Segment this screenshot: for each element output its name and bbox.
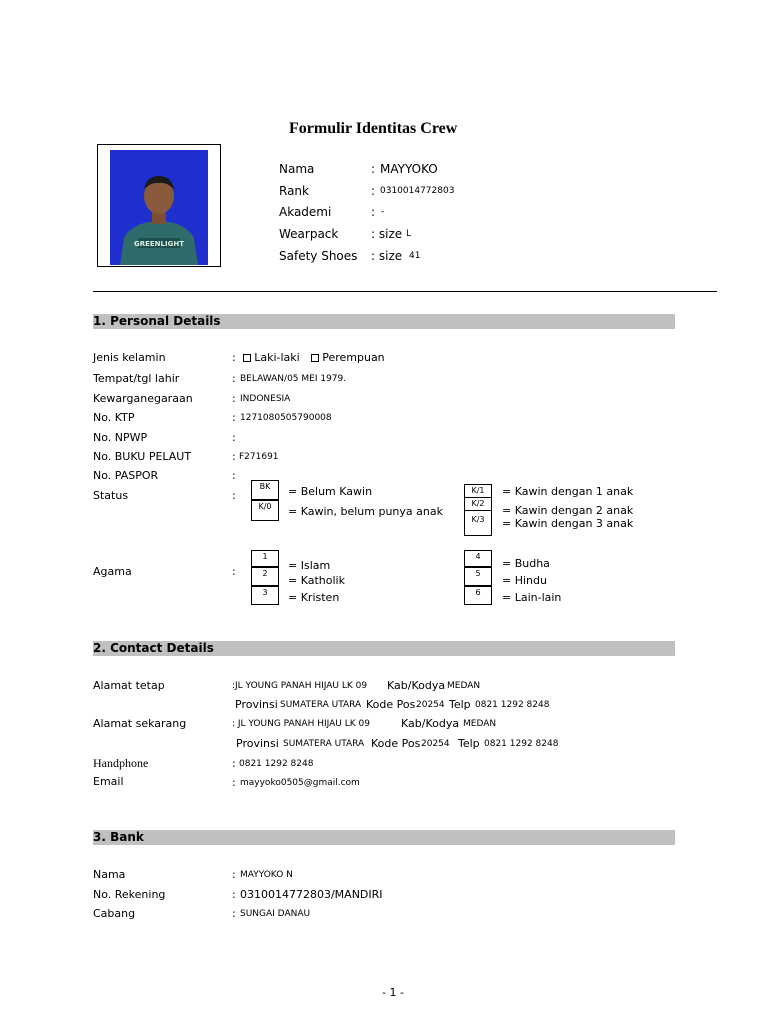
option-laki-laki: Laki-laki (254, 351, 300, 364)
shirt-print: GREENLIGHT (133, 240, 185, 248)
person-portrait (110, 150, 208, 265)
agama-desc-2: = Katholik (288, 574, 345, 587)
checkbox-perempuan[interactable] (311, 354, 319, 362)
status-code-k0: K/0 (251, 500, 279, 521)
cabang-value: SUNGAI DANAU (240, 909, 311, 919)
buku-pelaut-label: No. BUKU PELAUT (93, 450, 192, 463)
akademi-sep: : (371, 205, 376, 219)
contact-details-heading: 2. Contact Details (93, 641, 675, 656)
alamat-tetap-prov: SUMATERA UTARA (280, 700, 362, 710)
email-value: mayyoko0505@gmail.com (240, 778, 360, 788)
alamat-sekarang-prov-label: Provinsi (236, 737, 279, 750)
alamat-tetap-kab-label: Kab/Kodya (387, 679, 446, 692)
npwp-label: No. NPWP (93, 431, 148, 444)
status-desc-bk: = Belum Kawin (288, 485, 373, 498)
option-perempuan: Perempuan (322, 351, 385, 364)
alamat-tetap-pos-label: Kode Pos (366, 698, 416, 711)
bank-nama-label: Nama (93, 868, 126, 881)
bank-nama-value: MAYYOKO N (240, 870, 293, 880)
status-code-k3: K/3 (464, 510, 492, 536)
jenis-kelamin-options: : Laki-laki Perempuan (232, 351, 385, 364)
status-desc-k1: = Kawin dengan 1 anak (502, 485, 634, 498)
nama-value: MAYYOKO (380, 162, 438, 176)
agama-code-1: 1 (251, 550, 279, 567)
rank-sep: : (371, 184, 376, 198)
alamat-tetap-street: :JL YOUNG PANAH HIJAU LK 09 (232, 681, 368, 691)
ktp-label: No. KTP (93, 411, 135, 424)
status-code-k2: K/2 (464, 497, 492, 511)
status-desc-k2: = Kawin dengan 2 anak (502, 504, 634, 517)
checkbox-laki-laki[interactable] (243, 354, 251, 362)
alamat-tetap-label: Alamat tetap (93, 679, 165, 692)
alamat-sekarang-kab-label: Kab/Kodya (401, 717, 460, 730)
safety-shoes-sep: : size (371, 249, 403, 263)
nama-label: Nama (279, 162, 315, 176)
status-code-k1: K/1 (464, 484, 492, 498)
wearpack-value: L (406, 229, 412, 239)
agama-code-5: 5 (464, 567, 492, 586)
agama-desc-6: = Lain-lain (502, 591, 562, 604)
akademi-value: - (381, 207, 385, 217)
header-divider (93, 291, 717, 292)
photo-background (110, 150, 208, 265)
agama-code-3: 3 (251, 586, 279, 605)
agama-label: Agama (93, 565, 132, 578)
akademi-label: Akademi (279, 205, 332, 219)
handphone-value: 0821 1292 8248 (239, 759, 314, 769)
status-code-bk: BK (251, 480, 279, 500)
agama-code-6: 6 (464, 586, 492, 605)
alamat-sekarang-prov: SUMATERA UTARA (283, 739, 365, 749)
page-title: Formulir Identitas Crew (289, 120, 458, 137)
safety-shoes-label: Safety Shoes (279, 249, 358, 263)
status-desc-k0: = Kawin, belum punya anak (288, 505, 443, 518)
kewarganegaraan-label: Kewarganegaraan (93, 392, 193, 405)
wearpack-label: Wearpack (279, 227, 339, 241)
alamat-sekarang-pos-label: Kode Pos (371, 737, 421, 750)
alamat-tetap-kab: MEDAN (447, 681, 481, 691)
alamat-sekarang-pos: 20254 (421, 739, 450, 749)
alamat-sekarang-kab: MEDAN (463, 719, 497, 729)
personal-details-heading: 1. Personal Details (93, 314, 675, 329)
page-number: - 1 - (382, 986, 404, 999)
status-label: Status (93, 489, 129, 502)
alamat-sekarang-telp-label: Telp (458, 737, 480, 750)
wearpack-sep: : size (371, 227, 403, 241)
alamat-sekarang-street: : JL YOUNG PANAH HIJAU LK 09 (232, 719, 370, 729)
buku-pelaut-value: F271691 (239, 452, 279, 462)
email-label: Email (93, 775, 124, 788)
nama-sep: : (371, 162, 376, 176)
agama-code-2: 2 (251, 567, 279, 586)
alamat-tetap-telp: 0821 1292 8248 (475, 700, 550, 710)
cabang-label: Cabang (93, 907, 136, 920)
rekening-label: No. Rekening (93, 888, 166, 901)
tempat-label: Tempat/tgl lahir (93, 372, 180, 385)
rank-label: Rank (279, 184, 309, 198)
alamat-tetap-pos: 20254 (416, 700, 445, 710)
handphone-label: Handphone (93, 756, 149, 770)
rekening-value: 0310014772803/MANDIRI (240, 888, 383, 901)
agama-desc-4: = Budha (502, 557, 550, 570)
crew-photo (97, 144, 221, 267)
status-desc-k3: = Kawin dengan 3 anak (502, 517, 634, 530)
agama-desc-5: = Hindu (502, 574, 547, 587)
alamat-sekarang-telp: 0821 1292 8248 (484, 739, 559, 749)
agama-code-4: 4 (464, 550, 492, 567)
rank-value: 0310014772803 (380, 186, 455, 196)
kewarganegaraan-value: INDONESIA (240, 394, 291, 404)
alamat-sekarang-label: Alamat sekarang (93, 717, 187, 730)
tempat-value: BELAWAN/05 MEI 1979. (240, 374, 347, 384)
bank-heading: 3. Bank (93, 830, 675, 845)
alamat-tetap-prov-label: Provinsi (235, 698, 278, 711)
paspor-label: No. PASPOR (93, 469, 159, 482)
agama-desc-1: = Islam (288, 559, 331, 572)
safety-shoes-value: 41 (409, 251, 421, 261)
jenis-kelamin-label: Jenis kelamin (93, 351, 166, 364)
agama-desc-3: = Kristen (288, 591, 340, 604)
alamat-tetap-telp-label: Telp (449, 698, 471, 711)
ktp-value: 1271080505790008 (240, 413, 332, 423)
